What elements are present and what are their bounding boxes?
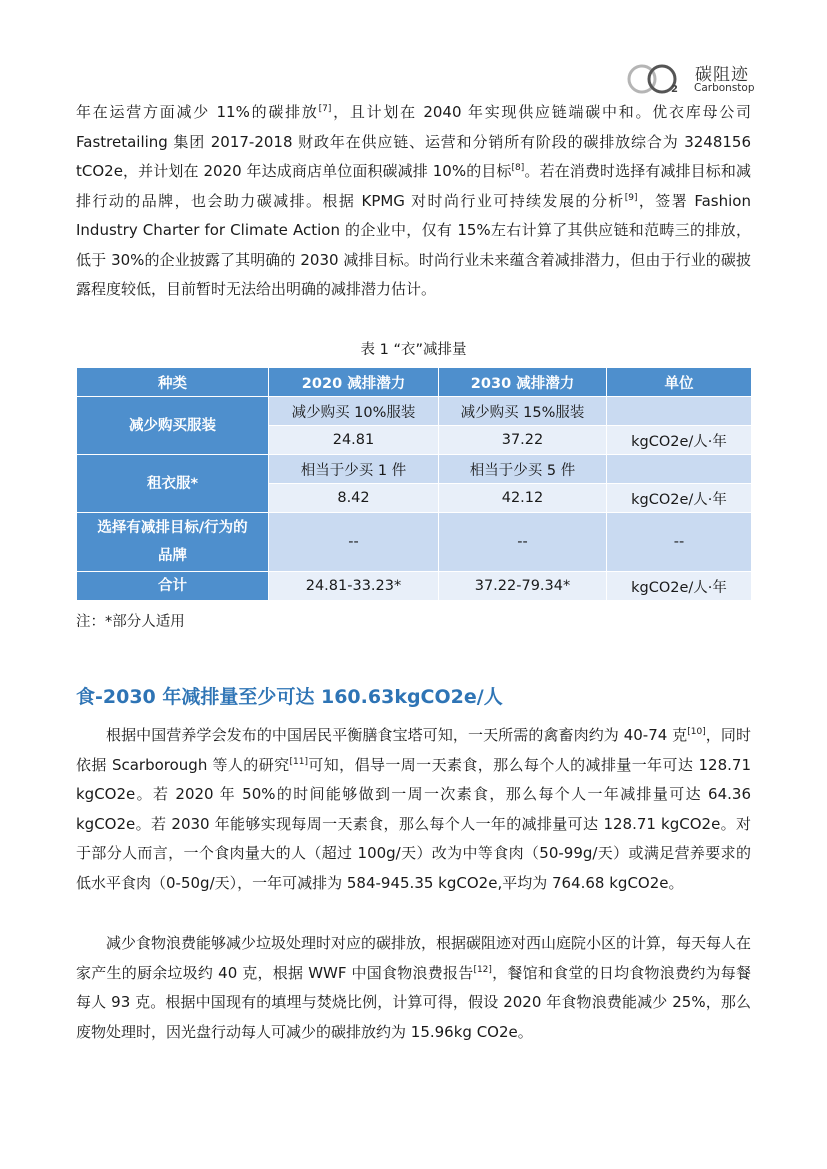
section-heading-food: 食-2030 年减排量至少可达 160.63kgCO2e/人 [76, 686, 503, 708]
table-cell: 相当于少买 1 件 [269, 455, 439, 484]
citation-ref: [7] [318, 104, 332, 114]
carbonstop-logo [625, 60, 755, 102]
text-span: 可知，倡导一周一天素食，那么每个人的减排量一年可达 128.71 kgCO2e。若 2020 年 50%的时间能够做到一周一次素食，那么每个人一年减排量可达 64.36 kgCO2e。若 2030 年能够实现每周一天素食，那么每个人一年的减排量可达 128.71 kgCO2e。对于部分人而言，一个食肉量大的人（超过 100g/天）改为中等食肉（50-99g/天）或满足营养要求的低水平食肉（0-50g/天），一年可减排为 584-945.35 kgCO2e,平均为 764.68 kgCO2e。 [76, 755, 751, 892]
table-row [77, 572, 752, 601]
table-cell: 37.22-79.34* [439, 572, 607, 601]
food-paragraph-1 [76, 721, 751, 898]
clothing-reduction-table [76, 367, 752, 601]
text-span: ，且计划在 2040 年实现供应链端碳中和。优衣库母公司 Fastretailing 集团 2017-2018 财政年在供应链、运营和分销所有阶段的碳排放综合为 3248156 tCO2e，并计划在 2020 年达成商店单位面积碳减排 10%的目标 [76, 103, 752, 180]
table-cell: 42.12 [439, 484, 607, 513]
table-caption: 表 1 “衣”减排量 [360, 342, 467, 358]
row-label-brand [77, 513, 269, 572]
table-cell: -- [269, 513, 439, 572]
text-span: 根据中国营养学会发布的中国居民平衡膳食宝塔可知，一天所需的禽畜肉约为 40-74 克 [106, 726, 688, 744]
header-unit: 单位 [607, 368, 752, 397]
table-cell: 37.22 [439, 426, 607, 455]
table-cell: 24.81-33.23* [269, 572, 439, 601]
header-2020: 2020 减排潜力 [269, 368, 439, 397]
logo-brand-cn: 碳阻迹 [695, 65, 749, 85]
table-cell: kgCO2e/人·年 [607, 572, 752, 601]
table-cell: 24.81 [269, 426, 439, 455]
citation-ref: [10] [687, 727, 706, 737]
row-label-rent: 租衣服* [77, 455, 269, 513]
table-cell: kgCO2e/人·年 [607, 484, 752, 513]
table-cell: 相当于少买 5 件 [439, 455, 607, 484]
text-span: 减少食物浪费能够减少垃圾处理时对应的碳排放，根据碳阻迹对西山庭院小区的计算，每天每人在家产生的厨余垃圾约 40 克，根据 WWF 中国食物浪费报告 [76, 934, 752, 982]
table-header-row [77, 368, 752, 397]
text-span: ，餐馆和食堂的日均食物浪费约为每餐每人 93 克。根据中国现有的填埋与焚烧比例，计算可得，假设 2020 年食物浪费能减少 25%，那么废物处理时，因光盘行动每人可减少的碳排放约为 15.96kg CO2e。 [76, 963, 751, 1041]
table-row [77, 513, 752, 572]
row-label-line: 品牌 [158, 548, 187, 564]
row-label-line: 选择有减排目标/行为的 [97, 520, 248, 536]
text-span: ，同时依据 Scarborough 等人的研究 [76, 726, 751, 774]
citation-ref: [11] [289, 756, 308, 767]
table-cell [607, 397, 752, 426]
table-row [77, 455, 752, 484]
row-label-reduce-buy: 减少购买服装 [77, 397, 269, 455]
text-span: 年在运营方面减少 11%的碳排放 [76, 103, 319, 121]
logo-subscript: 2 [671, 84, 678, 95]
table-cell: 减少购买 10%服装 [269, 397, 439, 426]
table-cell: 减少购买 15%服装 [439, 397, 607, 426]
header-category: 种类 [77, 368, 269, 397]
table-cell: 8.42 [269, 484, 439, 513]
table-cell [607, 455, 752, 484]
citation-ref: [8] [511, 163, 525, 173]
citation-ref: [12] [473, 964, 492, 975]
text-span: 。若在消费时选择有减排目标和减排行动的品牌，也会助力碳减排。根据 KPMG 对时尚行业可持续发展的分析 [76, 162, 751, 210]
food-paragraph-2 [76, 929, 751, 1047]
text-span: ，签署 Fashion Industry Charter for Climate Action 的企业中，仅有 15%左右计算了其供应链和范畴三的排放，低于 30%的企业披露了其明确的 2030 减排目标。时尚行业未来蕴含着减排潜力，但由于行业的碳披露程度较低，目前暂时无法给出明确的减排潜力估计。 [76, 191, 751, 298]
citation-ref: [9] [624, 192, 638, 203]
row-label-total: 合计 [77, 572, 269, 601]
clothing-paragraph [76, 98, 751, 305]
table-row [77, 397, 752, 426]
logo-brand-en: Carbonstop [694, 82, 755, 94]
header-2030: 2030 减排潜力 [439, 368, 607, 397]
table-note: 注：*部分人适用 [76, 614, 185, 630]
table-cell: -- [439, 513, 607, 572]
table-cell: -- [607, 513, 752, 572]
table-cell: kgCO2e/人·年 [607, 426, 752, 455]
